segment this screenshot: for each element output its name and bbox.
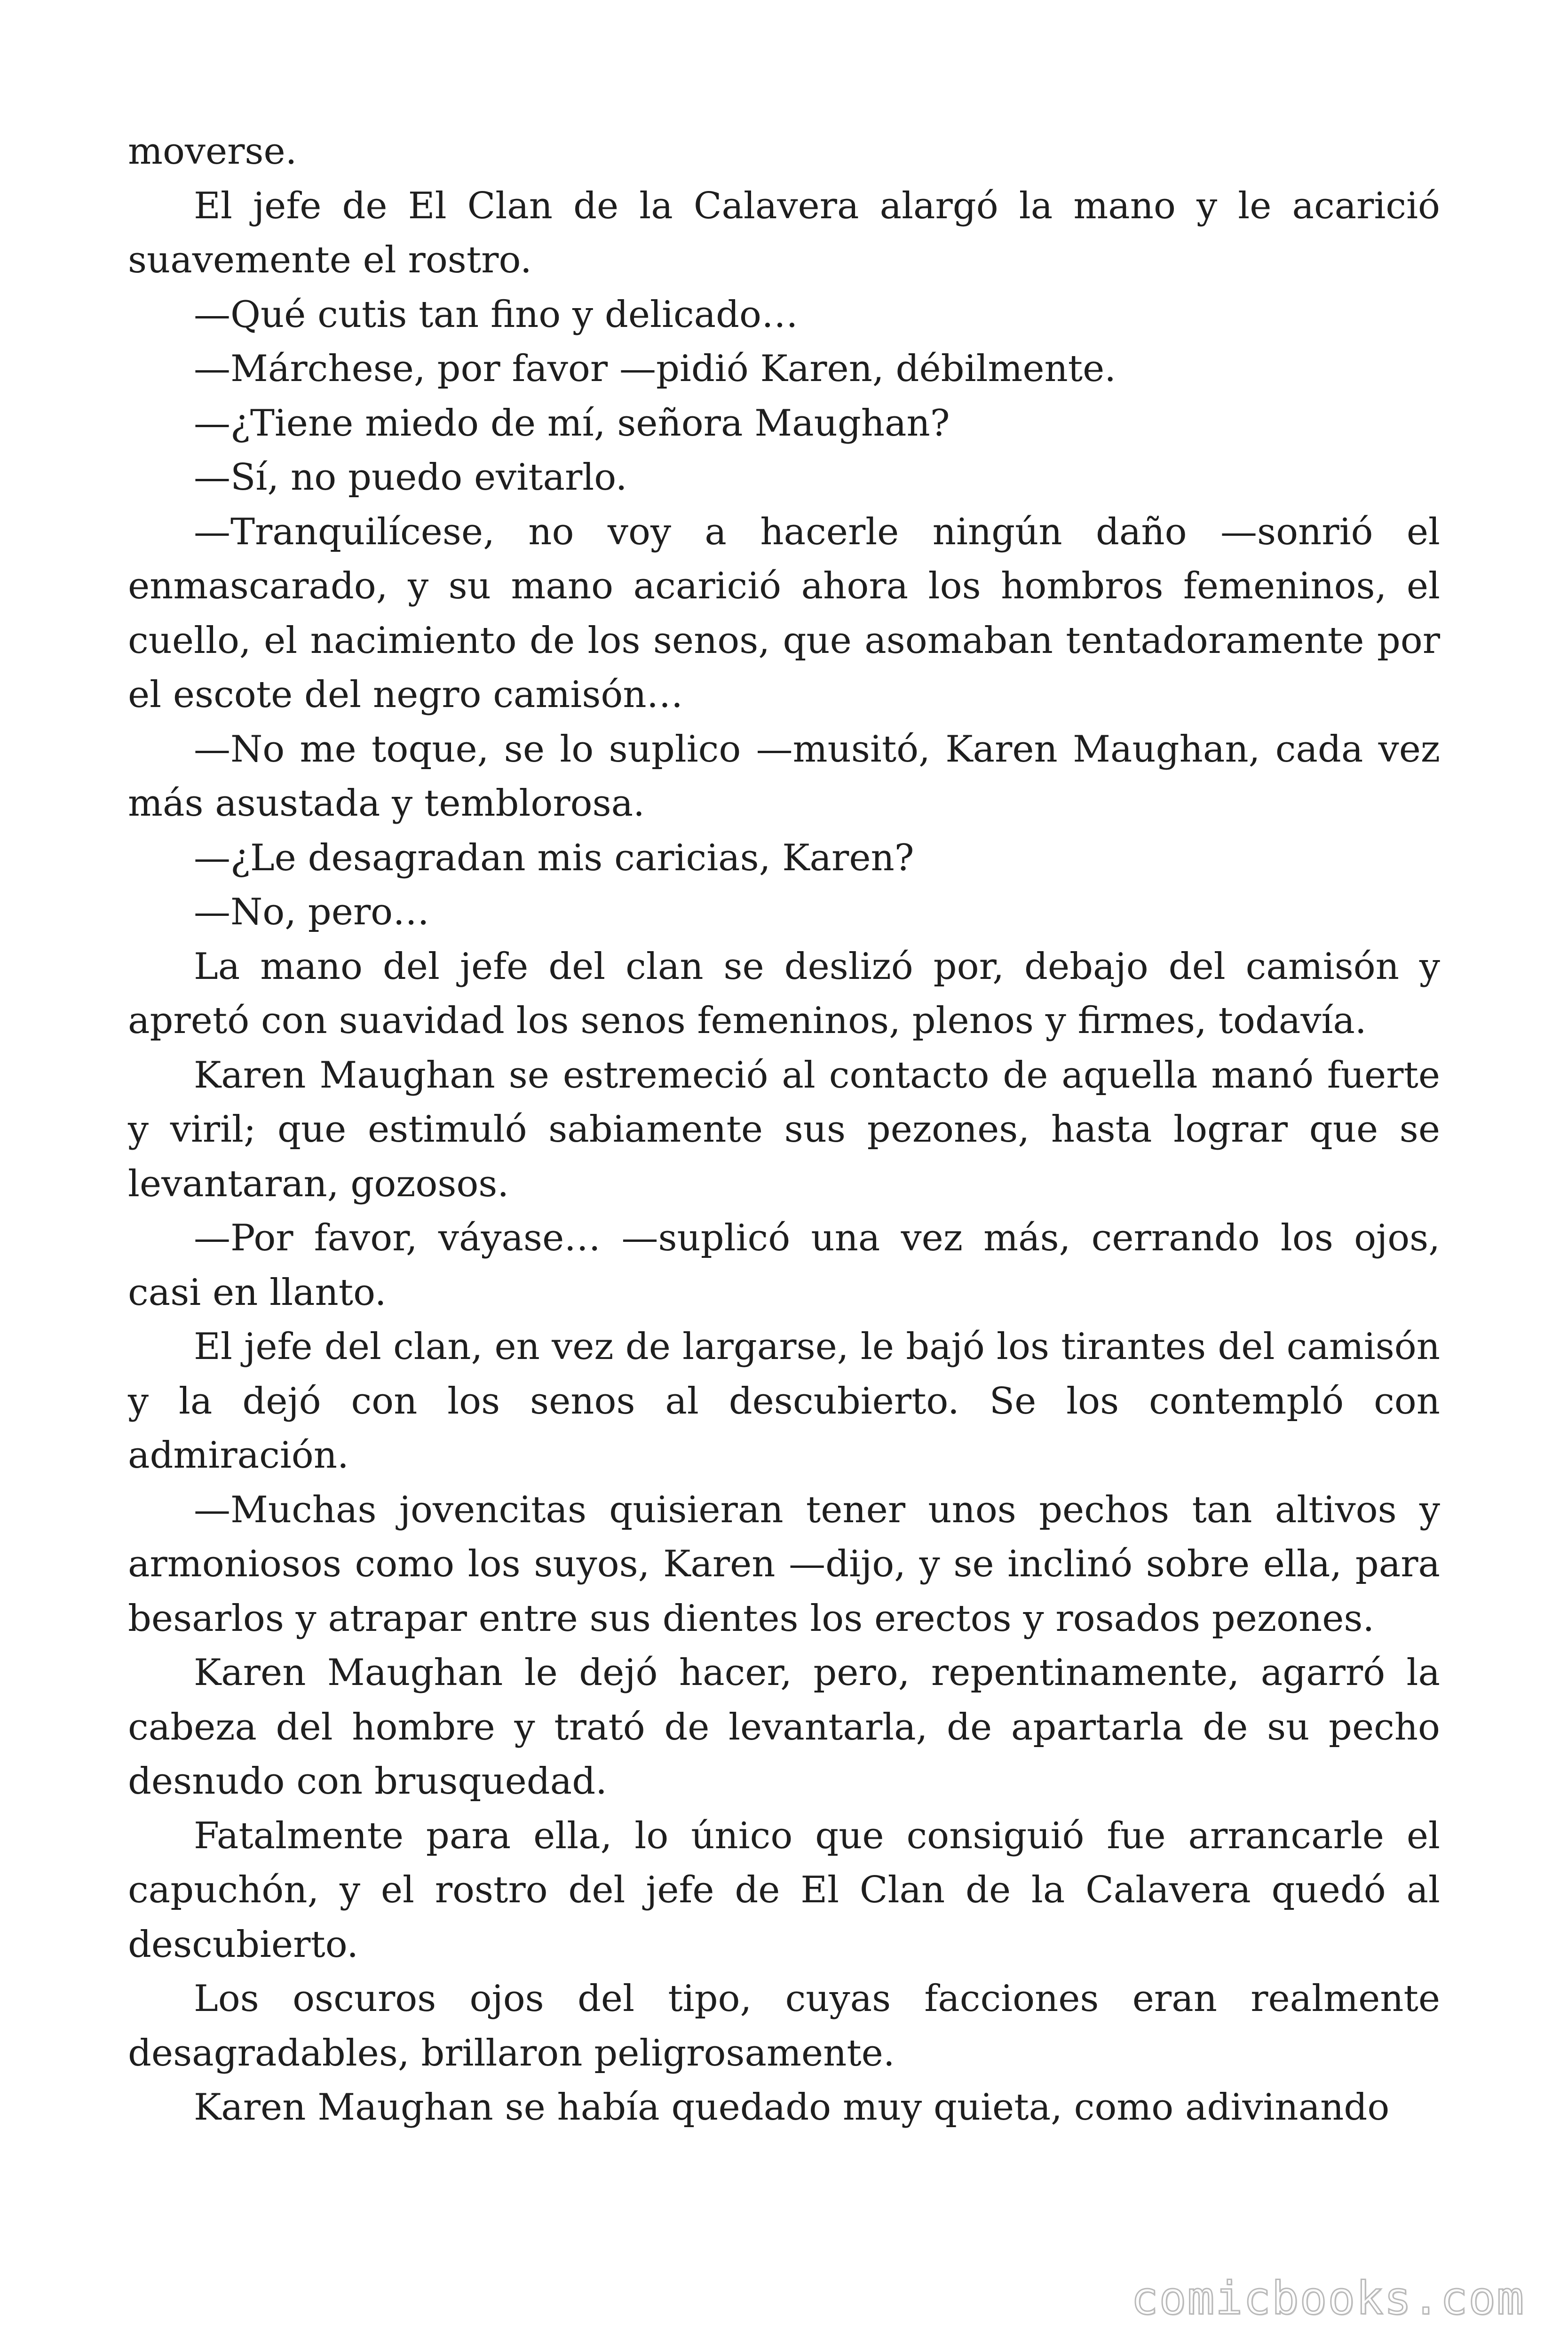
paragraph-6: —Sí, no puedo evitarlo. (194, 456, 627, 499)
paragraph-15: —Muchas jovencitas quisieran tener unos pechos tan altivos y armoniosos como los suyos, Karen —dijo, y se inclinó sobre ella, para besarlos y atrapar entre sus dientes los erectos y rosados pezones. (128, 1488, 1440, 1640)
paragraph-4: —Márchese, por favor —pidió Karen, débilmente. (194, 348, 1117, 390)
paragraph-14: El jefe del clan, en vez de largarse, le bajó los tirantes del camisón y la dejó con los senos al descubierto. Se los contempló con admiración. (128, 1326, 1440, 1477)
paragraph-2: El jefe de El Clan de la Calavera alargó la mano y le acarició suavemente el rostro. (128, 184, 1440, 281)
paragraph-3: —Qué cutis tan fino y delicado… (194, 293, 798, 336)
paragraph-8: —No me toque, se lo suplico —musitó, Karen Maughan, cada vez más asustada y temblorosa. (128, 728, 1440, 825)
page-text (128, 125, 1440, 2135)
paragraph-1: moverse. (128, 130, 297, 173)
watermark: comicbooks.com (1131, 2272, 1525, 2325)
paragraph-18: Los oscuros ojos del tipo, cuyas facciones eran realmente desagradables, brillaron peligrosamente. (128, 1978, 1440, 2074)
paragraph-7: —Tranquilícese, no voy a hacerle ningún daño —sonrió el enmascarado, y su mano acarició ahora los hombros femeninos, el cuello, el nacimiento de los senos, que asomaban tentadoramente por el escote del negro camisón… (128, 510, 1440, 716)
paragraph-11: La mano del jefe del clan se deslizó por, debajo del camisón y apretó con suavidad los senos femeninos, plenos y firmes, todavía. (128, 945, 1440, 1042)
paragraph-5: —¿Tiene miedo de mí, señora Maughan? (194, 402, 950, 445)
paragraph-10: —No, pero… (194, 891, 430, 933)
paragraph-19: Karen Maughan se había quedado muy quieta, como adivinando (194, 2086, 1390, 2129)
paragraph-12: Karen Maughan se estremeció al contacto de aquella manó fuerte y viril; que estimuló sabiamente sus pezones, hasta lograr que se levantaran, gozosos. (128, 1054, 1440, 1205)
paragraph-13: —Por favor, váyase… —suplicó una vez más, cerrando los ojos, casi en llanto. (128, 1217, 1440, 1314)
paragraph-16: Karen Maughan le dejó hacer, pero, repentinamente, agarró la cabeza del hombre y trató de levantarla, de apartarla de su pecho desnudo con brusquedad. (128, 1652, 1440, 1803)
paragraph-17: Fatalmente para ella, lo único que consiguió fue arrancarle el capuchón, y el rostro del jefe de El Clan de la Calavera quedó al descubierto. (128, 1814, 1440, 1966)
paragraph-9: —¿Le desagradan mis caricias, Karen? (194, 836, 914, 879)
